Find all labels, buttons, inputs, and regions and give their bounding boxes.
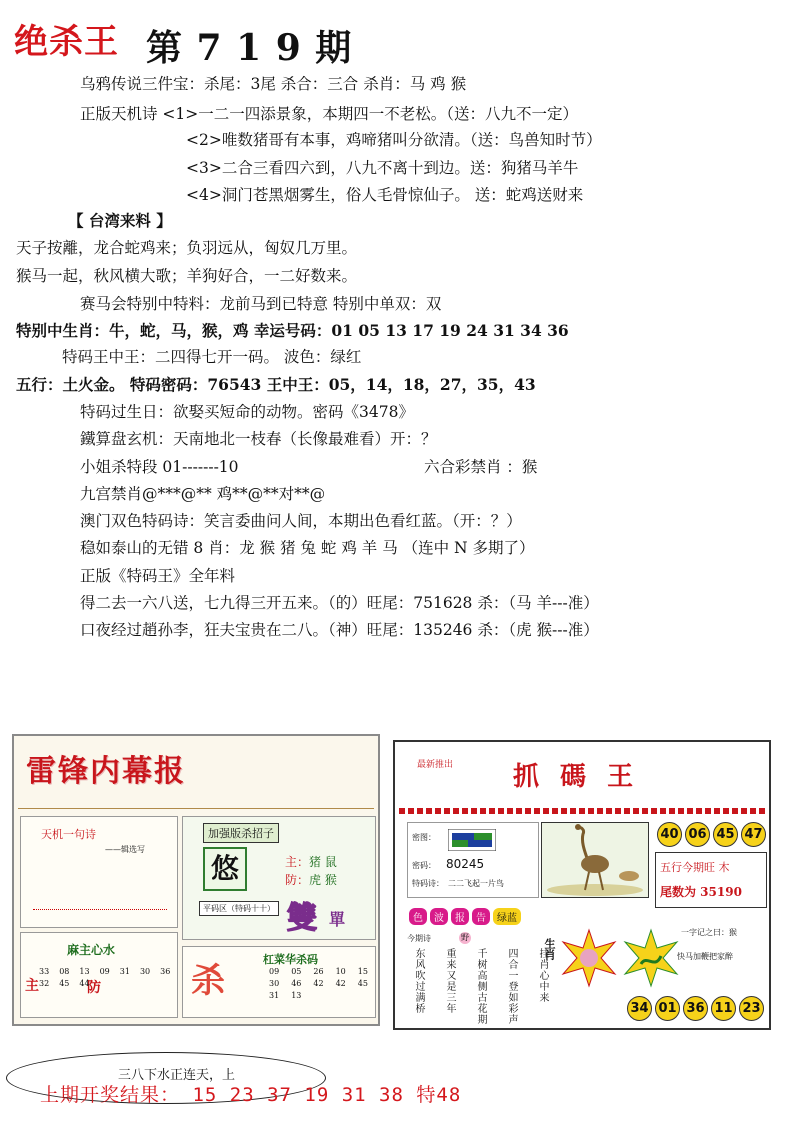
special-label: 特码诗：: [412, 879, 444, 888]
killcode-number: 05: [291, 967, 302, 976]
number-ball: 23: [739, 996, 764, 1021]
poem-column: 四合一登如彩声: [506, 948, 517, 1025]
code-label: 密码：: [412, 861, 436, 870]
number-ball: 47: [741, 822, 766, 847]
text-line-15: 小姐杀特段 01-------10: [80, 458, 239, 476]
poem-columns: [411, 948, 550, 1026]
text-line-12: 五行：土火金。 特码密码：76543 王中王：05，14，18，27，35，43: [16, 375, 536, 394]
issue-number: 第 7 1 9 期: [146, 27, 353, 69]
poem-column: 重来又是三年: [444, 948, 455, 1014]
water-title: 麻主心水: [67, 943, 116, 957]
shuang-char: 雙: [287, 901, 317, 936]
number-ball: 01: [655, 996, 680, 1021]
poem-column: 东风吹过满桥: [413, 948, 424, 1014]
killcode-title: 杠菜华杀码: [263, 953, 318, 966]
cloud-text: 三八下水正连天，上: [118, 1068, 236, 1083]
color-tag: 波: [430, 908, 448, 925]
killcode-number: 31: [269, 991, 280, 1000]
verse-author: ——辑选写: [105, 845, 145, 854]
killcode-number: 45: [357, 979, 368, 988]
special-value: 二二飞起一片鸟: [448, 879, 504, 888]
color-tag: 报: [451, 908, 469, 925]
killcode-number: 10: [335, 967, 346, 976]
logo-icon: [448, 829, 496, 851]
water-number: 08: [59, 967, 70, 976]
wuxing-box: [655, 852, 767, 908]
dan-char: 單: [329, 910, 346, 929]
zhu-label: 主：: [285, 855, 310, 869]
fang-value: 虎 猴: [309, 873, 337, 887]
color-tag: 色: [409, 908, 427, 925]
result-special: 特48: [416, 1084, 462, 1106]
killcode-number: 30: [269, 979, 280, 988]
killcode-number: 13: [291, 991, 302, 1000]
panel-title: 雷锋内幕报: [26, 754, 186, 789]
big-char: 悠: [203, 847, 247, 891]
slogan: 最新推出: [417, 760, 454, 770]
killcode-number: 46: [291, 979, 302, 988]
verse-box: [20, 816, 178, 928]
zone-label: 平码区（特码十十）: [199, 901, 279, 916]
number-ball: 34: [627, 996, 652, 1021]
text-line-1: 乌鸦传说三件宝：杀尾：3尾 杀合：三合 杀肖：马 鸡 猴: [80, 75, 467, 93]
water-number: 33: [39, 967, 50, 976]
water-number: 36: [160, 967, 171, 976]
text-line-19: 稳如泰山的无错 8 肖：龙 猴 猪 兔 蛇 鸡 羊 马 （连中 N 多期了）: [80, 539, 535, 557]
text-line-11: 特码王中王：二四得七开一码。 波色：绿红: [62, 348, 362, 366]
ostrich-picture-icon: [541, 822, 649, 898]
water-number: 31: [119, 967, 130, 976]
weishu-text: 尾数为 35190: [660, 885, 742, 899]
text-line-5: <4>洞门苍黑烟雾生，俗人毛骨惊仙子。 送：蛇鸡送财来: [186, 186, 584, 204]
text-line-16: 六合彩禁肖 ：猴: [424, 458, 538, 476]
number-ball: 36: [683, 996, 708, 1021]
text-line-20: 正版《特码王》全年料: [80, 567, 236, 585]
dash-divider: [399, 808, 765, 814]
text-line-17: 九宫禁肖@***@** 鸡**@**对**@: [80, 485, 326, 503]
text-line-3: <2>唯数猪哥有本事，鸡啼猪叫分欲清。（送：鸟兽知时节）: [186, 131, 602, 149]
killcode-number: 15: [357, 967, 368, 976]
season-mark: 野: [461, 933, 469, 942]
wuxing-text: 五行今期旺 木: [660, 861, 730, 874]
poem-column: 千树高侧古花期: [475, 948, 486, 1025]
text-line-10: 特别中生肖：牛，蛇，马，猴，鸡 幸运号码：01 05 13 17 19 24 31 34 36: [16, 321, 569, 340]
killcode-number: 42: [335, 979, 346, 988]
water-zhu: 主: [25, 978, 39, 994]
text-line-7: 天子按離，龙合蛇鸡来；负羽远从，匈奴几万里。: [16, 239, 358, 257]
killcode-number: 09: [269, 967, 280, 976]
water-number: 09: [99, 967, 110, 976]
brand-title: 绝杀王: [14, 22, 119, 62]
water-number: 30: [139, 967, 151, 976]
right-title: 抓 碼 王: [513, 762, 640, 792]
msg-label: 密图：: [412, 833, 436, 842]
big-red-char: 杀: [191, 961, 225, 1001]
code-box: [407, 822, 539, 898]
color-tags: [409, 908, 521, 925]
poem-column: 挂肖心中来: [537, 948, 548, 1003]
water-number: 45: [59, 979, 70, 988]
zhu-value: 猪 鼠: [309, 855, 337, 869]
clue-title: 一字记之曰：猴: [681, 928, 737, 937]
text-line-14: 鐵算盘玄机：天南地北一枝春（长像最难看）开：？: [80, 430, 437, 448]
number-ball: 11: [711, 996, 736, 1021]
bottom-number-row: [627, 996, 767, 1021]
killcode-number: 26: [313, 967, 324, 976]
top-number-row: [657, 822, 769, 847]
fang-label: 防：: [285, 873, 310, 887]
section-heading: 【 台湾来料 】: [68, 211, 172, 230]
water-fang: 防: [87, 980, 101, 996]
previous-result: [40, 1080, 461, 1107]
text-line-2: 正版天机诗 <1>一二一四添景象，本期四一不老松。（送：八九不一定）: [80, 105, 579, 123]
snake-starburst-icon: [621, 928, 681, 988]
text-line-18: 澳门双色特码诗：笑言委曲问人间，本期出色看红蓝。（开：？）: [80, 512, 522, 530]
killcode-grid: [269, 967, 373, 1001]
season-label: 今期诗: [407, 934, 431, 943]
result-label: 上期开奖结果：: [40, 1084, 181, 1106]
kill-heading: 加强版杀招子: [203, 823, 279, 843]
water-numbers: [39, 967, 175, 989]
water-number: 44: [79, 979, 90, 988]
text-line-8: 猴马一起，秋风横大歌；羊狗好合，一二好数来。: [16, 267, 358, 285]
color-tag: 绿蓝: [493, 908, 521, 925]
clue-text: 快马加鞭把家醉: [677, 952, 733, 961]
number-ball: 45: [713, 822, 738, 847]
text-line-21: 得二去一六八送，七九得三开五来。（的）旺尾：751628 杀：（马 羊---准）: [80, 594, 599, 612]
divider: [18, 808, 374, 809]
result-numbers: 15 23 37 19 31 38: [192, 1084, 404, 1106]
water-number: 32: [39, 979, 50, 988]
starburst-icon: [559, 928, 619, 988]
zhuamawang-panel: [393, 740, 771, 1030]
water-number: 13: [79, 967, 90, 976]
color-tag: 告: [472, 908, 490, 925]
kill-box: [182, 816, 376, 940]
verse-title: 天机一句诗: [41, 828, 96, 841]
text-line-22: 口夜经过趙孙李，狂夫宝贵在二八。（神）旺尾：135246 杀：（虎 猴---准）: [80, 621, 599, 639]
number-ball: 06: [685, 822, 710, 847]
number-ball: 40: [657, 822, 682, 847]
text-line-13: 特码过生日：欲娶买短命的动物。密码《3478》: [80, 403, 414, 421]
dotted-rule: [33, 909, 167, 910]
sheng-xiao-label: 生肖: [543, 938, 556, 960]
text-line-9: 赛马会特别中特料：龙前马到已特意 特别中单双：双: [80, 295, 442, 313]
water-box: [20, 932, 178, 1018]
code-value: 80245: [446, 857, 485, 871]
leifeng-panel: [12, 734, 380, 1026]
killcode-number: 42: [313, 979, 324, 988]
killcode-box: [182, 946, 376, 1018]
text-line-4: <3>二合三看四六到，八九不离十到边。送：狗猪马羊牛: [186, 159, 579, 177]
